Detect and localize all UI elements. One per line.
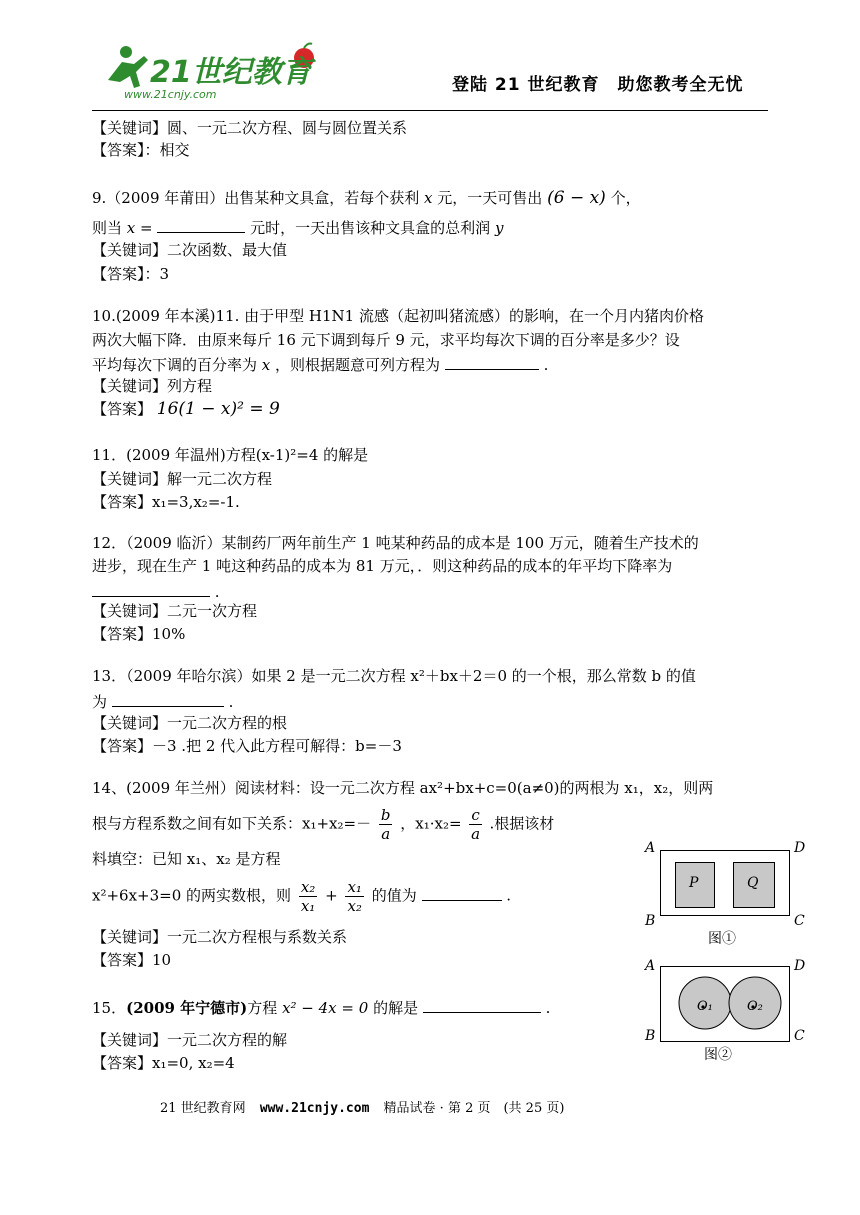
q14-line3: 料填空：已知 x₁、x₂ 是方程 bbox=[92, 850, 281, 868]
q10-answer: 【答案】 16(1 − x)² = 9 bbox=[92, 399, 280, 419]
q12-line1: 12．（2009 临沂）某制药厂两年前生产 1 吨某种药品的成本是 100 万元，随着生产技术的 bbox=[92, 534, 699, 552]
answer-blank[interactable] bbox=[445, 353, 539, 370]
fraction: $\frac{\text{x₂}}{\text{x₁}}$ bbox=[300, 878, 316, 915]
fraction: $\frac{\text{x₁}}{\text{x₂}}$ bbox=[347, 878, 362, 915]
answer-blank[interactable] bbox=[92, 580, 210, 597]
q15-answer: 【答案】x₁=0, x₂=4 bbox=[92, 1054, 235, 1072]
answer-blank[interactable] bbox=[157, 216, 245, 233]
q10-line1: 10.(2009 年本溪)11. 由于甲型 H1N1 流感（起初叫猪流感）的影响，在一个月内猪肉价格 bbox=[92, 307, 704, 325]
footer-page-info: 精品试卷 · 第 2 页 (共 25 页) bbox=[383, 1101, 565, 1116]
logo-text: 21世纪教育 bbox=[150, 55, 312, 90]
q12-line3: . bbox=[92, 580, 220, 602]
fig1-label-c: C bbox=[794, 913, 805, 929]
header-divider bbox=[92, 110, 768, 111]
prev-keyword: 【关键词】圆、一元二次方程、圆与圆位置关系 bbox=[92, 119, 408, 137]
q13-line2: 为 . bbox=[92, 690, 233, 712]
fig1-caption: 图① bbox=[708, 931, 736, 947]
q14-answer: 【答案】10 bbox=[92, 951, 172, 969]
square-p: P bbox=[675, 862, 715, 908]
page-footer bbox=[160, 1097, 564, 1116]
q13-line1: 13．（2009 年哈尔滨）如果 2 是一元二次方程 x²＋bx＋2＝0 的一个根，那么常数 b 的值 bbox=[92, 667, 696, 685]
circles-graphic bbox=[661, 967, 789, 1041]
q9-line2: 则当 x = 元时，一天出售该种文具盒的总利润 y bbox=[92, 216, 503, 238]
fig2-caption: 图② bbox=[704, 1047, 732, 1063]
q14-line2: 根与方程系数之间有如下关系：x₁+x₂=－ $\frac{b}{a}$ ，x₁·x₂= $\frac{c}{a}$ .根据该材 bbox=[92, 806, 555, 843]
q12-answer: 【答案】10% bbox=[92, 625, 186, 643]
q11-line1: 11．(2009 年温州)方程(x-1)²=4 的解是 bbox=[92, 446, 369, 464]
answer-blank[interactable] bbox=[423, 996, 541, 1013]
q10-keyword: 【关键词】列方程 bbox=[92, 377, 213, 395]
q11-keyword: 【关键词】解一元二次方程 bbox=[92, 470, 273, 488]
q12-keyword: 【关键词】二元一次方程 bbox=[92, 602, 258, 620]
fig2-label-a: A bbox=[645, 958, 656, 974]
fraction: $\frac{c}{a}$ bbox=[471, 806, 481, 843]
q15-line1: 15．(2009 年宁德市)方程 x² − 4x = 0 的解是 . bbox=[92, 996, 550, 1018]
q13-answer: 【答案】－3 .把 2 代入此方程可解得：b=－3 bbox=[92, 737, 402, 755]
site-logo[interactable] bbox=[100, 40, 320, 102]
q14-line4: x²+6x+3=0 的两实数根，则 $\frac{\text{x₂}}{\text{x₁}}$ + $\frac{\text{x₁}}{\text{x₂}}$ 的值为 . bbox=[92, 878, 512, 915]
q10-line3: 平均每次下调的百分率为 x ，则根据题意可列方程为 . bbox=[92, 353, 548, 375]
q12-line2: 进步，现在生产 1 吨这种药品的成本为 81 万元，．则这种药品的成本的年平均下降率为 bbox=[92, 557, 673, 575]
figure-1-rectangle bbox=[660, 850, 790, 916]
fraction: $\frac{b}{a}$ bbox=[380, 806, 391, 843]
square-q: Q bbox=[733, 862, 775, 908]
fig1-label-b: B bbox=[645, 913, 656, 929]
q13-keyword: 【关键词】一元二次方程的根 bbox=[92, 714, 288, 732]
q11-answer: 【答案】x₁=3,x₂=-1. bbox=[92, 493, 240, 511]
q14-keyword: 【关键词】一元二次方程根与系数关系 bbox=[92, 928, 348, 946]
q9-keyword: 【关键词】二次函数、最大值 bbox=[92, 241, 288, 259]
answer-blank[interactable] bbox=[112, 690, 224, 707]
fig2-label-b: B bbox=[645, 1028, 656, 1044]
fig2-label-c: C bbox=[794, 1028, 805, 1044]
label-o2: O₂ bbox=[747, 999, 763, 1014]
answer-blank[interactable] bbox=[422, 884, 502, 901]
runner-icon bbox=[108, 46, 148, 88]
prev-answer: 【答案】：相交 bbox=[92, 141, 190, 159]
fig1-label-a: A bbox=[645, 840, 656, 856]
logo-url: www.21cnjy.com bbox=[124, 88, 217, 101]
footer-url[interactable]: www.21cnjy.com bbox=[259, 1101, 370, 1116]
q9-line1: 9.（2009 年莆田）出售某种文具盒，若每个获利 x 元，一天可售出 (6 − x) 个， bbox=[92, 188, 641, 208]
header-slogan: 登陆 21 世纪教育 助您教考全无忧 bbox=[452, 75, 744, 95]
q15-keyword: 【关键词】一元二次方程的解 bbox=[92, 1031, 288, 1049]
fig2-label-d: D bbox=[794, 958, 806, 974]
q9-answer: 【答案】：3 bbox=[92, 265, 170, 283]
figure-2-rectangle bbox=[660, 966, 790, 1042]
fig1-label-d: D bbox=[794, 840, 806, 856]
label-o1: O₁ bbox=[697, 999, 713, 1014]
q10-line2: 两次大幅下降．由原来每斤 16 元下调到每斤 9 元，求平均每次下调的百分率是多少？设 bbox=[92, 331, 680, 349]
q14-line1: 14、(2009 年兰州）阅读材料：设一元二次方程 ax²+bx+c=0(a≠0)的两根为 x₁，x₂，则两 bbox=[92, 779, 714, 797]
footer-site: 21 世纪教育网 bbox=[160, 1101, 246, 1116]
